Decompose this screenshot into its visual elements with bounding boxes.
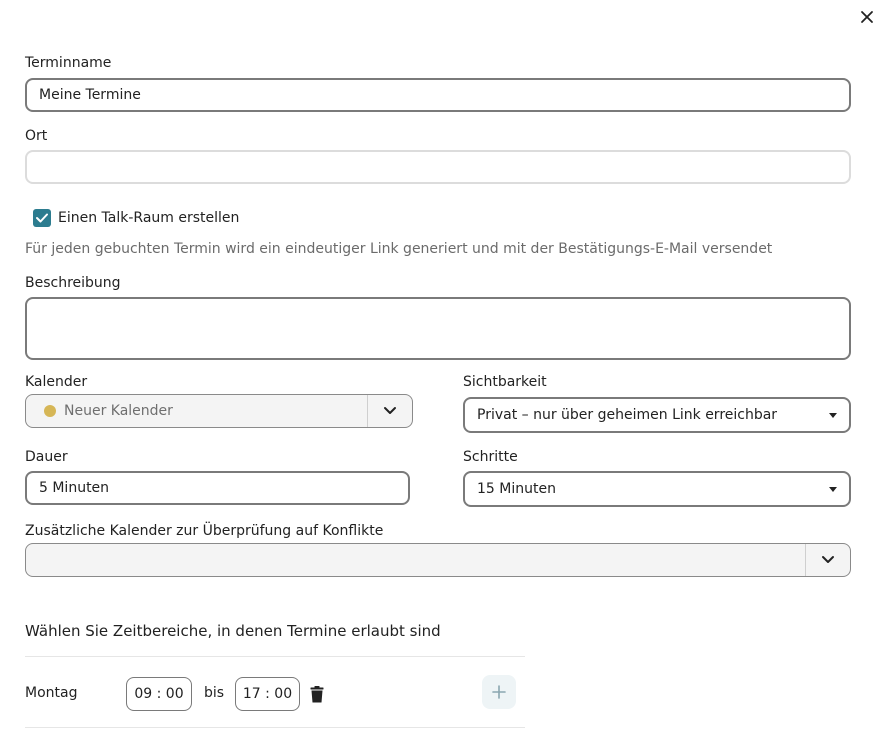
check-icon	[36, 213, 48, 223]
chevron-down-icon	[821, 555, 835, 565]
name-input[interactable]	[25, 78, 851, 112]
calendar-value: Neuer Kalender	[64, 403, 173, 419]
calendar-label: Kalender	[25, 374, 88, 390]
calendar-select-body	[26, 395, 367, 427]
duration-label: Dauer	[25, 449, 68, 465]
talk-room-hint: Für jeden gebuchten Termin wird ein eindeutiger Link generiert und mit der Bestätigungs-E-Mail versendet	[25, 241, 773, 257]
duration-input[interactable]	[25, 471, 410, 505]
conflict-calendars-toggle[interactable]	[805, 544, 850, 576]
calendar-toggle[interactable]	[367, 395, 412, 427]
checkbox-box[interactable]	[33, 209, 51, 227]
chevron-down-icon	[383, 406, 397, 416]
steps-label: Schritte	[463, 449, 518, 465]
calendar-color-dot	[44, 405, 56, 417]
close-button[interactable]	[857, 8, 875, 26]
close-icon	[860, 10, 874, 24]
day-label-monday: Montag	[25, 685, 78, 701]
visibility-value: Privat – nur über geheimen Link erreichbar	[477, 407, 778, 423]
timeranges-heading: Wählen Sie Zeitbereiche, in denen Termine erlaubt sind	[25, 622, 441, 640]
steps-select[interactable]	[463, 471, 851, 507]
time-to-value: 17 : 00	[242, 686, 293, 702]
divider	[25, 727, 525, 728]
conflict-calendars-select[interactable]	[25, 543, 851, 577]
divider	[25, 656, 525, 657]
conflict-calendars-label: Zusätzliche Kalender zur Überprüfung auf Konflikte	[25, 523, 384, 539]
duration-value: 5 Minuten	[39, 480, 110, 496]
calendar-select[interactable]	[25, 394, 413, 428]
time-from-input[interactable]	[126, 677, 192, 711]
steps-value: 15 Minuten	[477, 481, 556, 497]
visibility-select[interactable]	[463, 397, 851, 433]
location-input[interactable]	[25, 150, 851, 184]
caret-down-icon	[829, 487, 837, 492]
time-from-value: 09 : 00	[134, 686, 184, 702]
plus-icon	[492, 685, 506, 699]
trash-icon	[310, 686, 324, 703]
conflict-calendars-body	[26, 544, 805, 576]
visibility-label: Sichtbarkeit	[463, 374, 547, 390]
time-separator: bis	[204, 685, 225, 701]
location-label: Ort	[25, 128, 48, 144]
delete-range-button[interactable]	[309, 684, 325, 704]
description-label: Beschreibung	[25, 275, 121, 291]
add-range-button[interactable]	[482, 675, 516, 709]
time-to-input[interactable]	[235, 677, 300, 711]
talk-room-checkbox[interactable]	[33, 209, 239, 227]
talk-room-label: Einen Talk-Raum erstellen	[58, 210, 240, 226]
caret-down-icon	[829, 413, 837, 418]
name-value: Meine Termine	[39, 87, 141, 103]
description-textarea[interactable]	[25, 297, 851, 360]
name-label: Terminname	[25, 55, 112, 71]
